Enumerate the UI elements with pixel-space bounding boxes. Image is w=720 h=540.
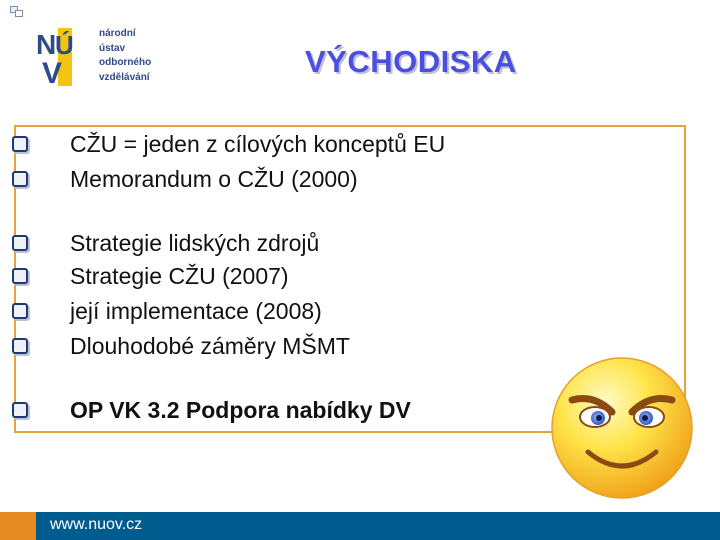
checkbox-bullet-icon — [12, 338, 28, 354]
list-item — [12, 131, 445, 157]
footer-website-link[interactable]: www.nuov.cz — [50, 516, 143, 533]
logo-line: vzdělávání — [99, 71, 150, 83]
checkbox-bullet-icon — [12, 235, 28, 251]
angry-smiley-icon — [548, 354, 696, 502]
logo-line: odborného — [99, 57, 152, 68]
list-item — [12, 298, 322, 324]
slide-title: VÝCHODISKA — [305, 44, 517, 79]
list-item-text: Memorandum o CŽU (2000) — [70, 166, 358, 192]
checkbox-bullet-icon — [12, 268, 28, 284]
list-item-text: CŽU = jeden z cílových konceptů EU — [70, 131, 446, 157]
logo-line: národní — [99, 28, 136, 39]
svg-text:Ú: Ú — [55, 30, 74, 60]
list-item — [12, 230, 319, 256]
svg-text:N: N — [36, 29, 57, 60]
svg-text:V: V — [42, 57, 63, 86]
list-item — [12, 333, 350, 359]
checkbox-bullet-icon — [12, 171, 28, 187]
logo-line: ústav — [99, 42, 126, 54]
list-item-text: OP VK 3.2 Podpora nabídky DV — [70, 397, 411, 423]
checkbox-bullet-icon — [12, 136, 28, 152]
checkbox-bullet-icon — [12, 303, 28, 319]
list-item — [12, 263, 289, 289]
nuv-logo-mark — [35, 28, 93, 86]
footer-bar — [0, 512, 720, 540]
nuov-logo — [35, 24, 175, 90]
list-item-text: Dlouhodobé záměry MŠMT — [70, 333, 350, 359]
list-item-text: Strategie lidských zdrojů — [70, 230, 320, 256]
list-item — [12, 166, 358, 192]
checkbox-bullet-icon — [12, 402, 28, 418]
logo-text — [99, 27, 151, 85]
list-item — [12, 397, 411, 423]
footer-accent — [0, 512, 36, 540]
list-item-text: její implementace (2008) — [70, 298, 322, 324]
window-icon — [10, 6, 23, 17]
list-item-text: Strategie CŽU (2007) — [70, 263, 289, 289]
